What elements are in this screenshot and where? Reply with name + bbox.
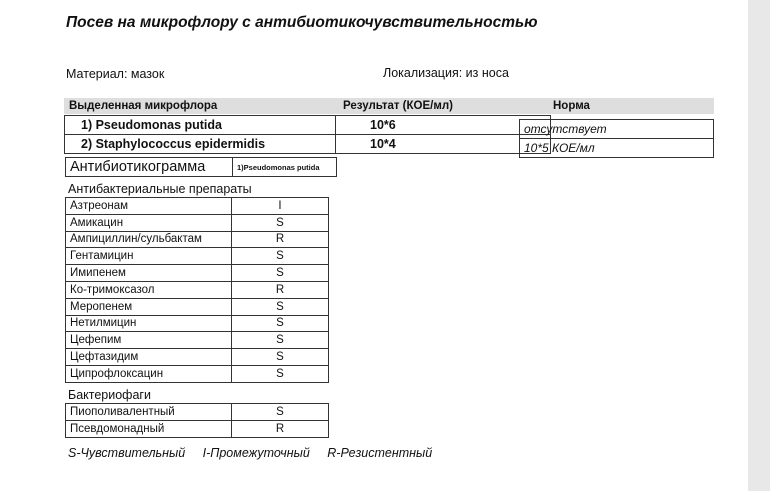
phage-name: Пиополивалентный bbox=[66, 404, 232, 421]
phages-table bbox=[65, 403, 329, 438]
drug-sensitivity: R bbox=[232, 281, 329, 298]
table-row bbox=[66, 248, 329, 265]
legend-intermediate: I-Промежуточный bbox=[202, 446, 310, 460]
phage-sensitivity: S bbox=[232, 404, 329, 421]
material-label: Материал: мазок bbox=[66, 67, 165, 81]
organism-cell: 1) Pseudomonas putida bbox=[65, 116, 336, 135]
table-row bbox=[65, 135, 551, 154]
localization-label: Локализация: из носа bbox=[383, 66, 509, 80]
drug-name: Азтреонам bbox=[66, 198, 232, 215]
header-microflora: Выделенная микрофлора bbox=[69, 100, 218, 112]
result-value-cell: 10*4 bbox=[336, 135, 551, 154]
antibacterial-heading: Антибактериальные препараты bbox=[68, 182, 252, 196]
drug-sensitivity: R bbox=[232, 231, 329, 248]
drug-name: Амикацин bbox=[66, 214, 232, 231]
organism-cell: 2) Staphylococcus epidermidis bbox=[65, 135, 336, 154]
drug-name: Цефтазидим bbox=[66, 349, 232, 366]
drug-sensitivity: S bbox=[232, 315, 329, 332]
drug-sensitivity: S bbox=[232, 349, 329, 366]
drug-name: Гентамицин bbox=[66, 248, 232, 265]
phages-heading: Бактериофаги bbox=[68, 388, 151, 402]
table-row bbox=[66, 315, 329, 332]
drug-sensitivity: S bbox=[232, 214, 329, 231]
header-norm: Норма bbox=[553, 100, 590, 112]
report-title: Посев на микрофлору с антибиотикочувствительностью bbox=[66, 14, 538, 31]
table-row bbox=[66, 198, 329, 215]
norm-table bbox=[519, 119, 714, 158]
table-row bbox=[66, 214, 329, 231]
antibiogram-organism: 1)Pseudomonas putida bbox=[233, 158, 337, 177]
phage-sensitivity: R bbox=[232, 420, 329, 437]
drug-sensitivity: S bbox=[232, 248, 329, 265]
table-row bbox=[66, 298, 329, 315]
legend-resistant: R-Резистентный bbox=[327, 446, 433, 460]
drug-name: Меропенем bbox=[66, 298, 232, 315]
drug-sensitivity: S bbox=[232, 332, 329, 349]
sensitivity-legend bbox=[68, 446, 446, 460]
table-row bbox=[65, 116, 551, 135]
table-row bbox=[66, 404, 329, 421]
table-row bbox=[520, 139, 714, 158]
drug-sensitivity: S bbox=[232, 265, 329, 282]
table-row bbox=[66, 332, 329, 349]
results-table bbox=[64, 115, 551, 154]
table-row bbox=[66, 349, 329, 366]
page-edge-background bbox=[748, 0, 770, 491]
legend-sensitive: S-Чувствительный bbox=[68, 446, 186, 460]
norm-cell: отсутствует bbox=[520, 120, 714, 139]
antibiogram-title: Антибиотикограмма bbox=[66, 158, 233, 177]
antibiogram-header bbox=[65, 157, 337, 177]
table-row bbox=[66, 231, 329, 248]
phage-name: Псевдомонадный bbox=[66, 420, 232, 437]
drug-name: Ко-тримоксазол bbox=[66, 281, 232, 298]
drug-sensitivity: I bbox=[232, 198, 329, 215]
drug-name: Ципрофлоксацин bbox=[66, 365, 232, 382]
antibacterial-table bbox=[65, 197, 329, 383]
table-row bbox=[66, 420, 329, 437]
table-row bbox=[520, 120, 714, 139]
drug-name: Ампициллин/сульбактам bbox=[66, 231, 232, 248]
header-result: Результат (КОЕ/мл) bbox=[343, 100, 453, 112]
drug-sensitivity: S bbox=[232, 365, 329, 382]
result-value-cell: 10*6 bbox=[336, 116, 551, 135]
norm-cell: 10*5 КОЕ/мл bbox=[520, 139, 714, 158]
table-row bbox=[66, 281, 329, 298]
table-row bbox=[66, 365, 329, 382]
drug-name: Имипенем bbox=[66, 265, 232, 282]
table-row bbox=[66, 265, 329, 282]
drug-sensitivity: S bbox=[232, 298, 329, 315]
drug-name: Цефепим bbox=[66, 332, 232, 349]
drug-name: Нетилмицин bbox=[66, 315, 232, 332]
